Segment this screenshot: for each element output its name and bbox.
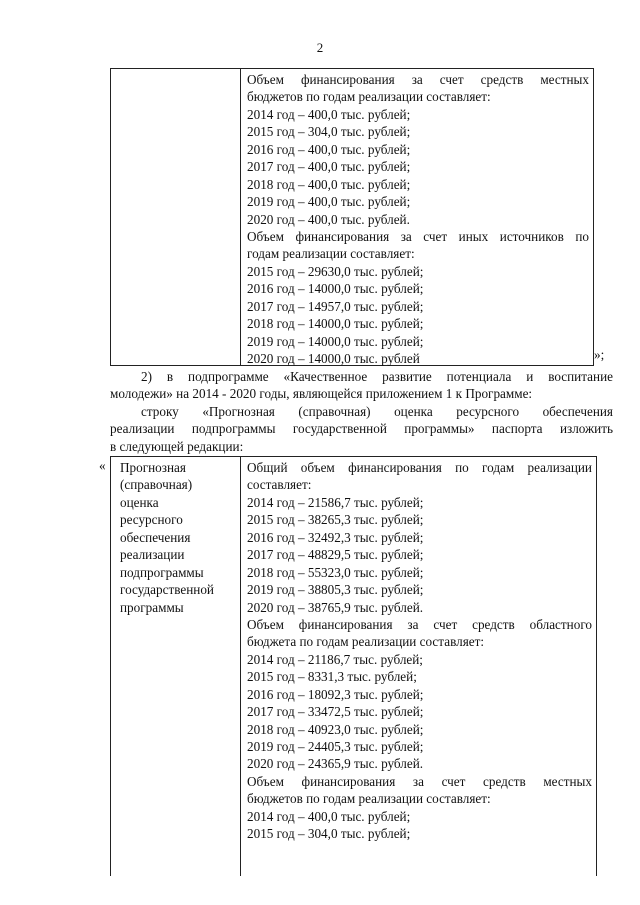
text-line: 2014 год – 21586,7 тыс. рублей; [247,494,424,510]
text-line: обеспечения [120,529,191,545]
text-line: 2018 год – 400,0 тыс. рублей; [247,176,411,192]
funding-table-new [110,456,597,876]
funding-cell [247,71,589,367]
text-line: (справочная) [120,477,193,493]
text-line: 2015 год – 8331,3 тыс. рублей; [247,669,417,685]
text-line: 2014 год – 21186,7 тыс. рублей; [247,651,423,667]
text-line: 2020 год – 400,0 тыс. рублей. [247,211,410,227]
text-line [110,368,613,385]
page-number: 2 [316,40,324,55]
text-line: 2017 год – 14957,0 тыс. рублей; [247,298,424,314]
text-line: Прогнозная [120,460,186,475]
text-line: 2015 год – 304,0 тыс. рублей; [247,826,411,842]
text-line: 2016 год – 32492,3 тыс. рублей; [247,529,424,545]
text-line: молодежи» на 2014 - 2020 годы, являющейся приложением 1 к Программе: [110,386,533,402]
text-line-content: строку «Прогнозная (справочная) оценка ресурсного обеспечения [141,403,613,419]
text-line: 2017 год – 48829,5 тыс. рублей; [247,547,424,563]
text-line: бюджетов по годам реализации составляет: [247,791,491,807]
opening-quote-mark: « [99,458,106,473]
text-line: 2016 год – 18092,3 тыс. рублей; [247,686,424,702]
text-line: подпрограммы [120,564,204,580]
label-cell [120,459,238,616]
text-line: государственной [120,582,214,598]
text-line: 2020 год – 14000,0 тыс. рублей [247,351,420,366]
text-line: составляет: [247,477,312,493]
text-line: 2014 год – 400,0 тыс. рублей; [247,808,411,824]
text-line: 2019 год – 24405,3 тыс. рублей; [247,739,424,754]
text-line: программы [120,599,184,615]
text-line: бюджета по годам реализации составляет: [247,634,485,650]
text-line: 2019 год – 400,0 тыс. рублей; [247,194,411,210]
text-line: 2020 год – 24365,9 тыс. рублей. [247,756,424,772]
text-line: 2016 год – 400,0 тыс. рублей; [247,141,411,157]
text-line: реализации подпрограммы государственной программы» паспорта изложить [110,421,613,437]
text-line: годам реализации составляет: [247,246,415,262]
text-line: 2018 год – 40923,0 тыс. рублей; [247,721,424,737]
text-line: 2019 год – 14000,0 тыс. рублей; [247,333,424,349]
text-line: 2019 год – 38805,3 тыс. рублей; [247,582,424,598]
text-line: 2016 год – 14000,0 тыс. рублей; [247,281,424,297]
text-line: 2014 год – 400,0 тыс. рублей; [247,106,411,122]
funding-table-continued [110,68,594,366]
text-line: Объем финансирования за счет средств местных [247,773,592,789]
text-line: оценка [120,494,159,510]
text-line-content: 2) в подпрограмме «Качественное развитие потенциала и воспитание [141,369,613,384]
text-line: 2015 год – 38265,3 тыс. рублей; [247,512,424,528]
text-line: реализации [120,547,185,563]
text-line: 2017 год – 33472,5 тыс. рублей; [247,704,424,720]
table-column-divider [240,69,241,365]
text-line: 2018 год – 14000,0 тыс. рублей; [247,316,424,332]
funding-cell [247,459,592,843]
text-line: в следующей редакции: [110,438,244,454]
text-line: Общий объем финансирования по годам реализации [247,460,592,475]
text-line: Объем финансирования за счет средств областного [247,616,592,632]
text-line: 2017 год – 400,0 тыс. рублей; [247,159,411,175]
text-line: ресурсного [120,512,183,528]
text-line: Объем финансирования за счет средств местных [247,72,589,87]
text-line: бюджетов по годам реализации составляет: [247,89,491,105]
text-line: 2018 год – 55323,0 тыс. рублей; [247,564,424,580]
closing-quote-mark: »; [594,347,605,362]
text-line: 2015 год – 304,0 тыс. рублей; [247,124,411,140]
text-line: 2015 год – 29630,0 тыс. рублей; [247,263,424,279]
text-line [110,403,613,420]
amendment-paragraph [110,368,613,455]
text-line: 2020 год – 38765,9 тыс. рублей. [247,599,424,615]
table-column-divider [240,457,241,876]
text-line: Объем финансирования за счет иных источников по [247,228,589,244]
